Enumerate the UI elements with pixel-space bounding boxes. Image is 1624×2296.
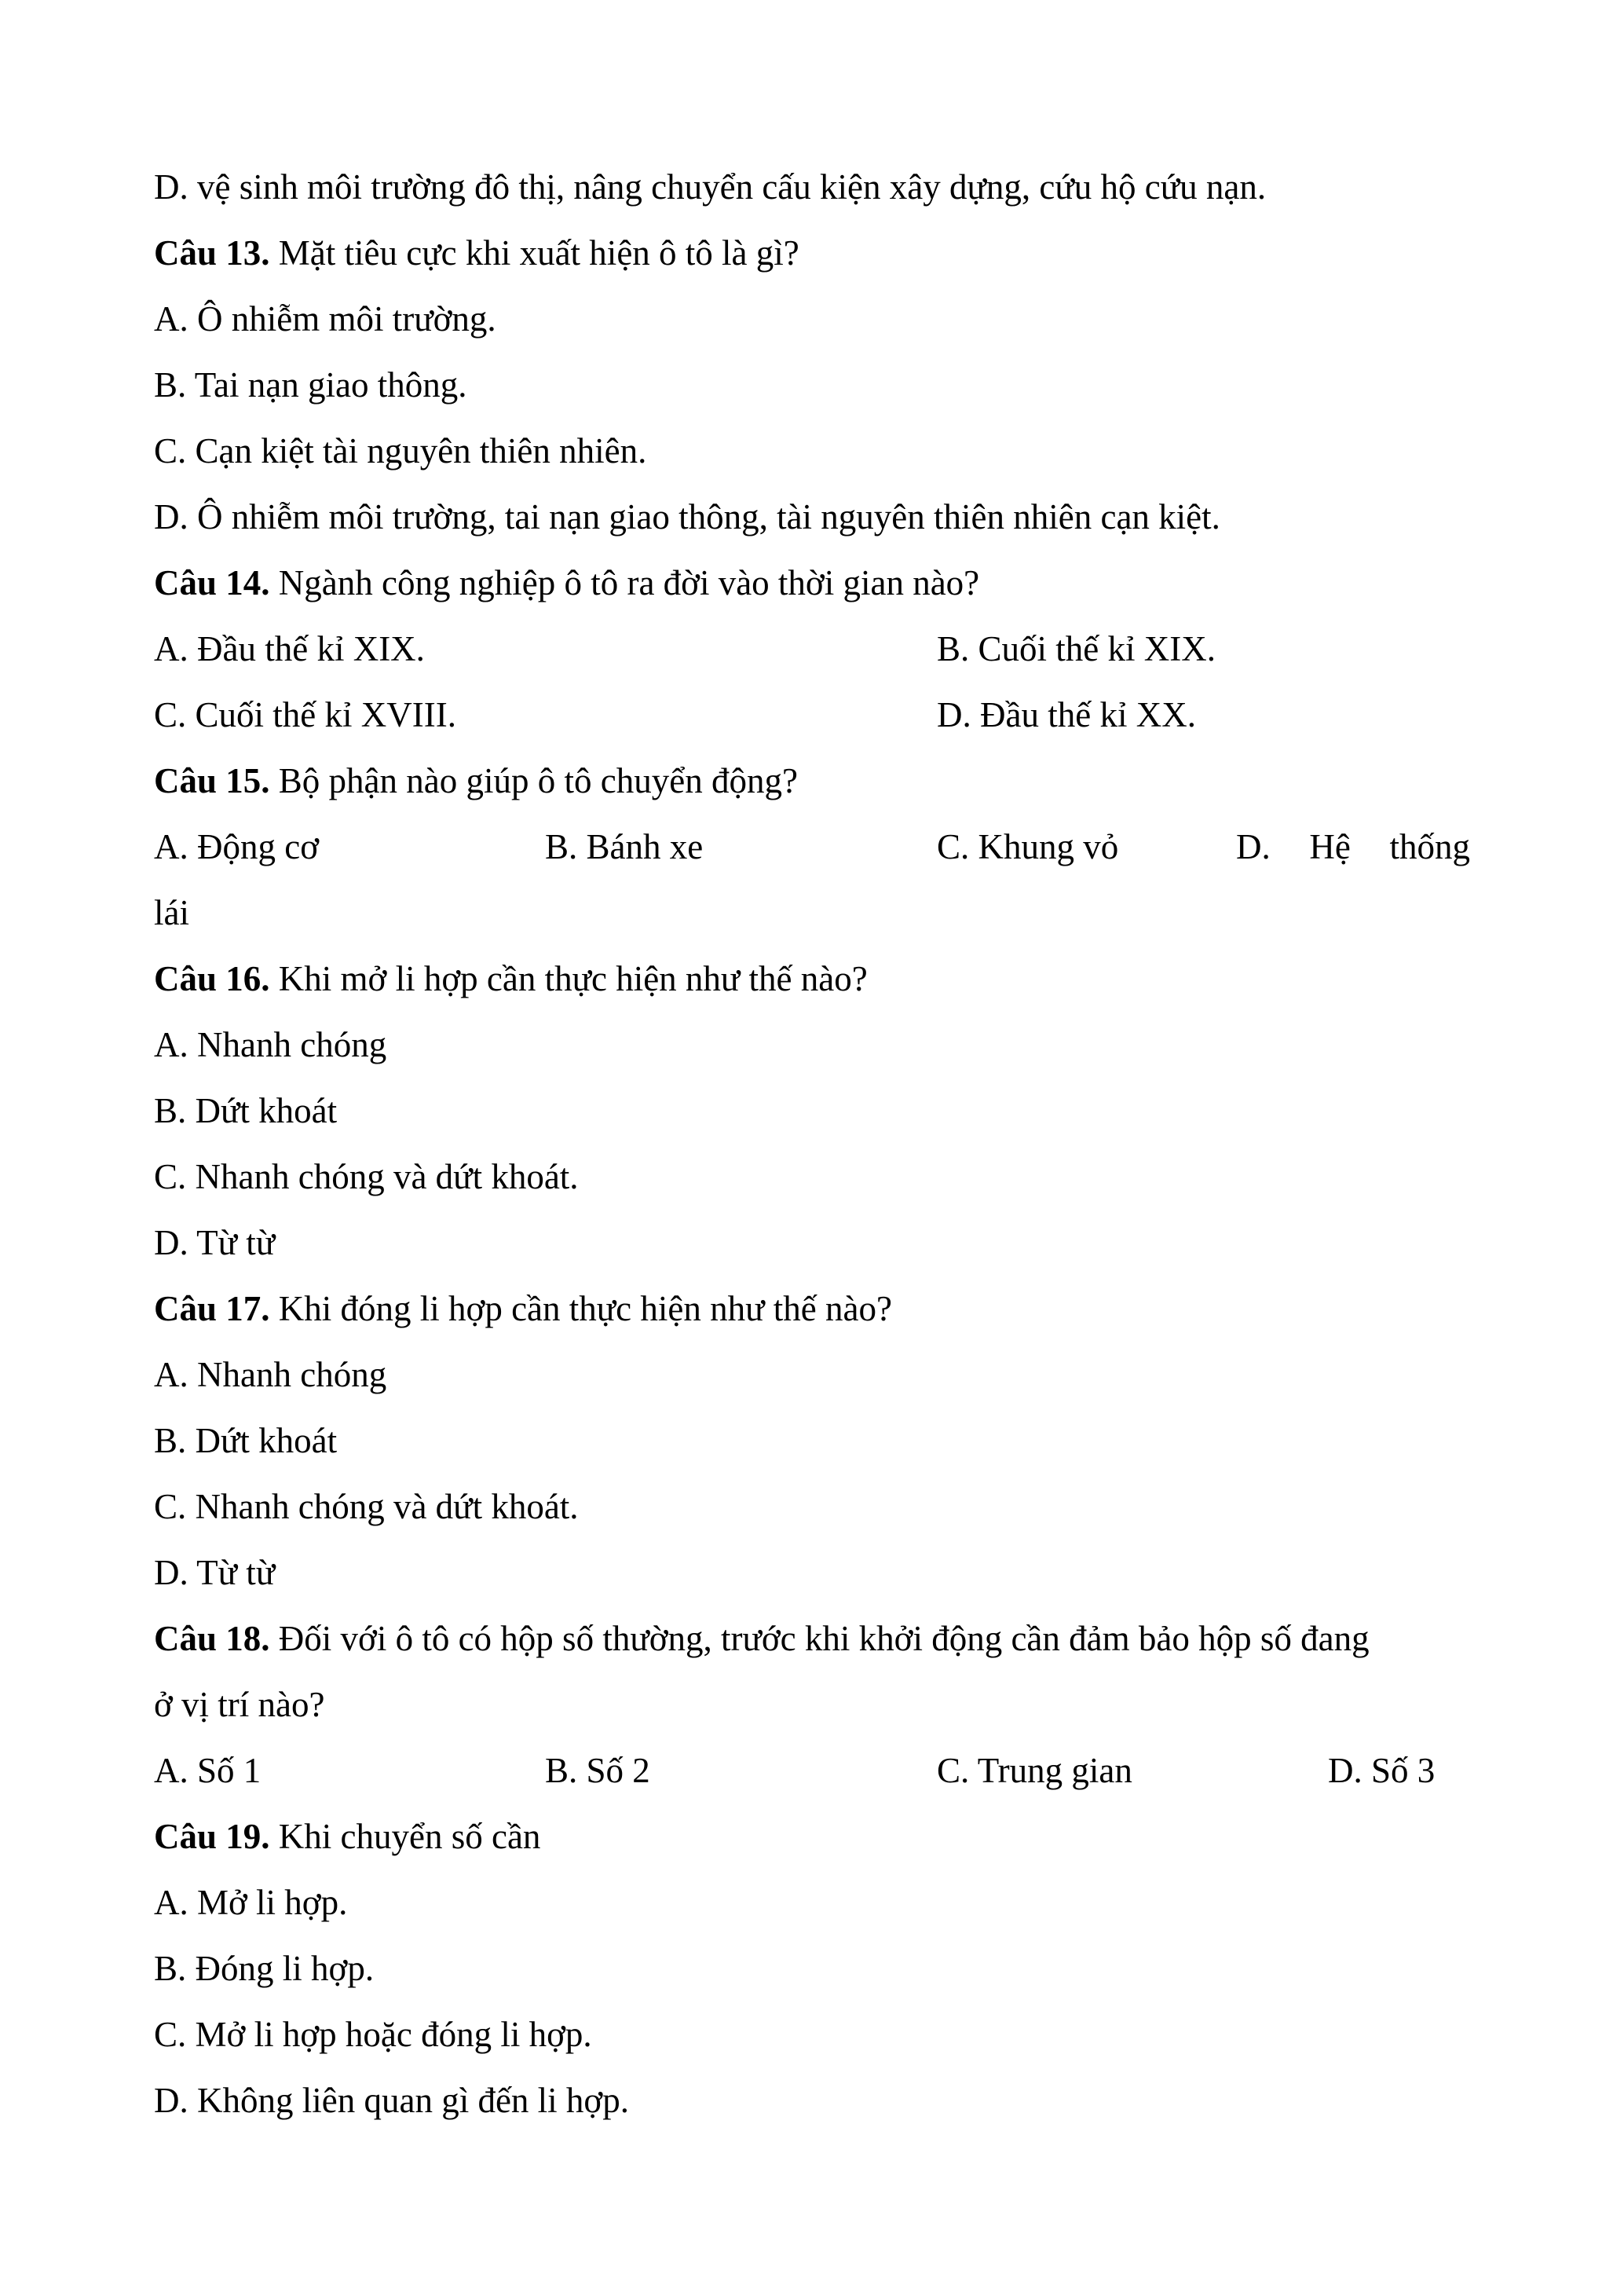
option-c: C. Khung vỏ xyxy=(937,827,1119,866)
option-d: D. Đầu thế kỉ XX. xyxy=(937,695,1196,734)
option-b: B. Cuối thế kỉ XIX. xyxy=(937,629,1216,668)
option-d: D. Từ từ xyxy=(154,1223,276,1262)
question-text: Đối với ô tô có hộp số thường, trước khi khởi động cần đảm bảo hộp số đang xyxy=(269,1619,1370,1658)
option-a: A. Số 1 xyxy=(154,1751,262,1790)
option-b: B. Số 2 xyxy=(545,1751,650,1790)
question-15 xyxy=(154,748,1470,814)
option-d: D. Ô nhiễm môi trường, tai nạn giao thông, tài nguyên thiên nhiên cạn kiệt. xyxy=(154,497,1220,536)
options-row xyxy=(154,1738,1470,1803)
option-b: B. Bánh xe xyxy=(545,827,704,866)
option-d: D. Từ từ xyxy=(154,1553,276,1592)
option-d: D. Số 3 xyxy=(1328,1751,1436,1790)
option-c: C. Cuối thế kỉ XVIII. xyxy=(154,695,456,734)
question-label: Câu 19. xyxy=(154,1817,270,1856)
question-text: Bộ phận nào giúp ô tô chuyển động? xyxy=(269,761,798,800)
option-d-letter: D. xyxy=(1236,827,1271,866)
question-19 xyxy=(154,1803,1470,1869)
question-text: Ngành công nghiệp ô tô ra đời vào thời gian nào? xyxy=(269,563,980,602)
answer-line: D. vệ sinh môi trường đô thị, nâng chuyển cấu kiện xây dựng, cứu hộ cứu nạn. xyxy=(154,167,1267,207)
question-label: Câu 14. xyxy=(154,563,270,602)
option-d xyxy=(1236,814,1470,880)
option-c: C. Nhanh chóng và dứt khoát. xyxy=(154,1157,579,1196)
question-text: Khi mở li hợp cần thực hiện như thế nào? xyxy=(269,959,868,998)
option-c: C. Mở li hợp hoặc đóng li hợp. xyxy=(154,2015,592,2054)
question-text-continuation: ở vị trí nào? xyxy=(154,1685,325,1724)
option-d: D. Không liên quan gì đến li hợp. xyxy=(154,2081,629,2120)
document-page xyxy=(154,154,1470,2133)
option-a: A. Động cơ xyxy=(154,827,320,866)
question-text: Mặt tiêu cực khi xuất hiện ô tô là gì? xyxy=(269,233,799,273)
option-a: A. Mở li hợp. xyxy=(154,1883,348,1922)
question-label: Câu 16. xyxy=(154,959,270,998)
options-row xyxy=(154,814,1470,880)
question-label: Câu 13. xyxy=(154,233,270,273)
option-d-continuation: lái xyxy=(154,893,189,932)
question-label: Câu 15. xyxy=(154,761,270,800)
option-b: B. Tai nạn giao thông. xyxy=(154,365,467,405)
question-14 xyxy=(154,550,1470,616)
option-b: B. Dứt khoát xyxy=(154,1421,338,1460)
option-a: A. Đầu thế kỉ XIX. xyxy=(154,629,425,668)
option-c: C. Nhanh chóng và dứt khoát. xyxy=(154,1487,579,1526)
question-18 xyxy=(154,1606,1470,1672)
question-16 xyxy=(154,946,1470,1012)
option-d-word: thống xyxy=(1389,827,1470,866)
question-label: Câu 18. xyxy=(154,1619,270,1658)
option-b: B. Dứt khoát xyxy=(154,1091,338,1130)
question-text: Khi chuyển số cần xyxy=(269,1817,541,1856)
options-row xyxy=(154,682,1470,748)
question-17 xyxy=(154,1276,1470,1342)
option-c: C. Trung gian xyxy=(937,1751,1132,1790)
option-a: A. Nhanh chóng xyxy=(154,1355,387,1394)
options-row xyxy=(154,616,1470,682)
option-a: A. Nhanh chóng xyxy=(154,1025,387,1064)
option-a: A. Ô nhiễm môi trường. xyxy=(154,299,496,339)
option-d-word: Hệ xyxy=(1309,827,1351,866)
question-label: Câu 17. xyxy=(154,1289,270,1328)
question-text: Khi đóng li hợp cần thực hiện như thế nào? xyxy=(269,1289,892,1328)
option-b: B. Đóng li hợp. xyxy=(154,1949,375,1988)
question-13 xyxy=(154,220,1470,286)
option-c: C. Cạn kiệt tài nguyên thiên nhiên. xyxy=(154,431,647,471)
